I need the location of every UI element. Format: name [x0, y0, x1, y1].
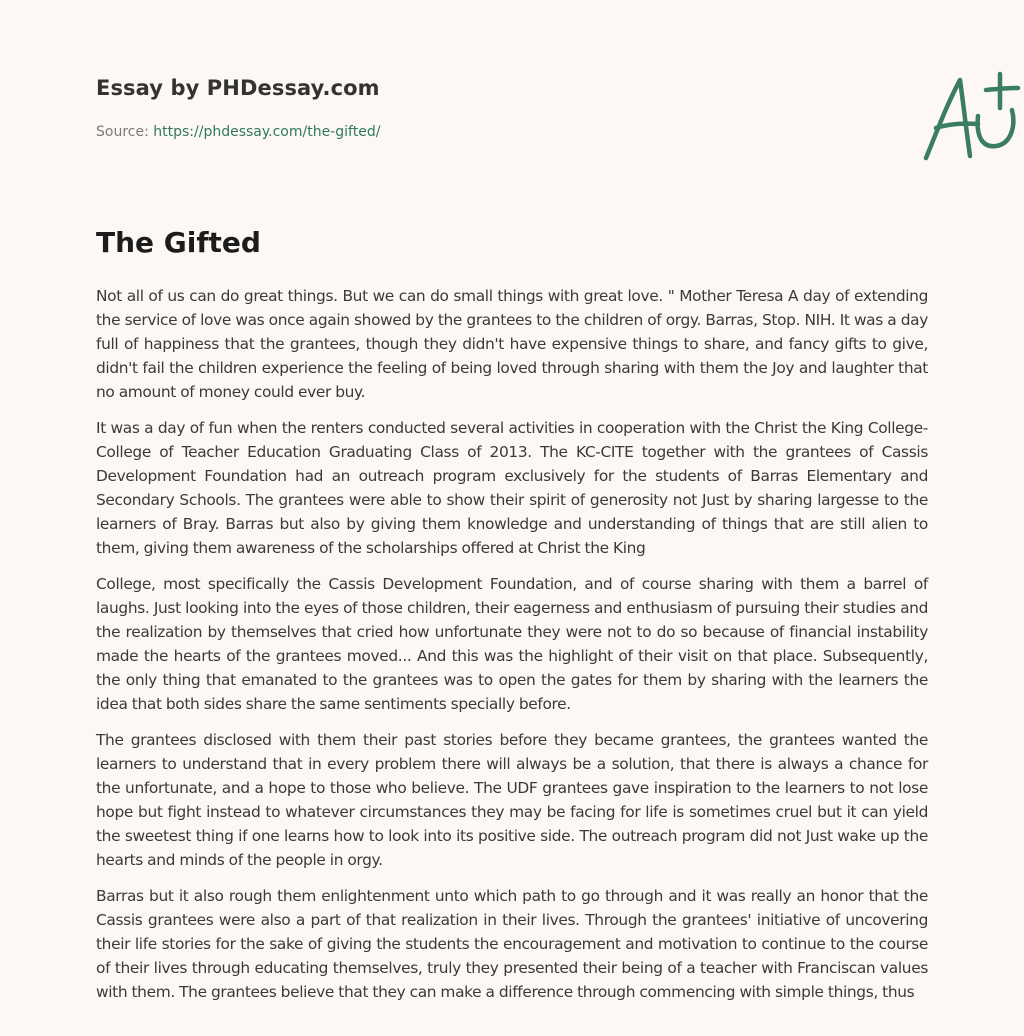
essay-paragraph: Not all of us can do great things. But we can do small things with great love. " Mother Teresa A day of extending the service of love was once again showed by the grantees to the children of orgy. Barras, Stop. NIH. It was a day full of happiness that the grantees, though they didn't have expensive things to share, and fancy gifts to give, didn't fail the children experience the feeling of being loved through sharing with them the Joy and laughter that no amount of money could ever buy. — [96, 287, 928, 401]
essay-paragraph: Barras but it also rough them enlightenment unto which path to go through and it was really an honor that the Cassis grantees were also a part of that realization in their lives. Through the grantees' initiative of uncovering their life stories for the sake of giving the students the encouragement and motivation to continue to the course of their lives through educating themselves, truly they presented their being of a teacher with Franciscan values with them. The grantees believe that they can make a difference through commencing with simple things, thus — [96, 887, 928, 1001]
site-brand: Essay by PHDessay.com — [96, 76, 380, 100]
a-plus-logo-icon — [916, 66, 1024, 166]
essay-paragraph: It was a day of fun when the renters conducted several activities in cooperation with the Christ the King College-College of Teacher Education Graduating Class of 2013. The KC-CITE together with the grantees of Cassis Development Foundation had an outreach program exclusively for the students of Barras Elementary and Secondary Schools. The grantees were able to show their spirit of generosity not Just by sharing largesse to the learners of Bray. Barras but also by giving them knowledge and understanding of things that are still alien to them, giving them awareness of the scholarships offered at Christ the King — [96, 419, 928, 557]
essay-body — [96, 284, 928, 1016]
essay-paragraph: The grantees disclosed with them their past stories before they became grantees, the grantees wanted the learners to understand that in every problem there will always be a solution, that there is always a chance for the unfortunate, and a hope to those who believe. The UDF grantees gave inspiration to the learners to not lose hope but fight instead to whatever circumstances they may be facing for life is sometimes cruel but it can yield the sweetest thing if one learns how to look into its positive side. The outreach program did not Just wake up the hearts and minds of the people in orgy. — [96, 731, 928, 869]
source-label: Source: — [96, 124, 149, 140]
essay-paragraph: College, most specifically the Cassis Development Foundation, and of course sharing with them a barrel of laughs. Just looking into the eyes of those children, their eagerness and enthusiasm of pursuing their studies and the realization by themselves that cried how unfortunate they were not to do so because of financial instability made the hearts of the grantees moved... And this was the highlight of their visit on that place. Subsequently, the only thing that emanated to the grantees was to open the gates for them by sharing with the learners the idea that both sides share the same sentiments specially before. — [96, 575, 928, 713]
source-link[interactable]: https://phdessay.com/the-gifted/ — [153, 124, 381, 140]
essay-title: The Gifted — [96, 226, 261, 259]
source-line — [96, 124, 380, 140]
